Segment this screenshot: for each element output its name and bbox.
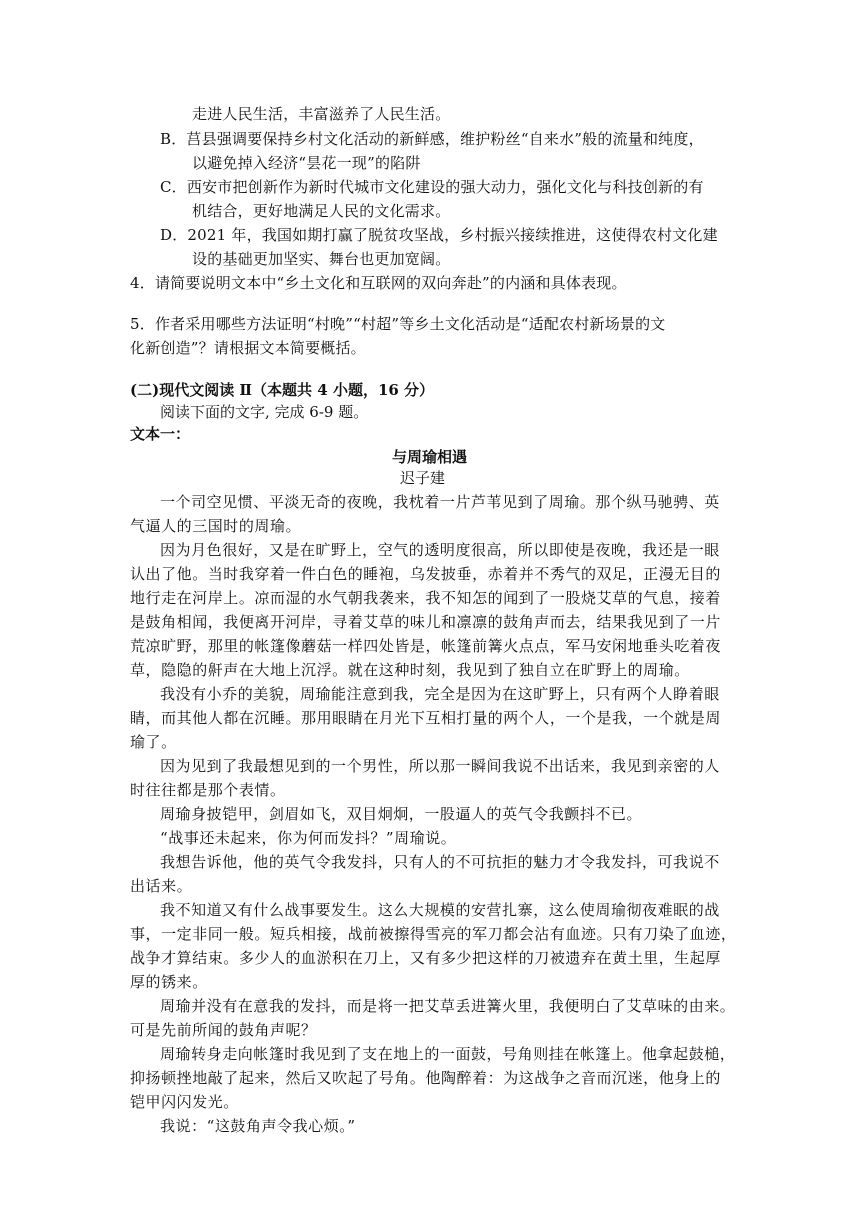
article-line: 是鼓角相闻，我便离开河岸，寻着艾草的味儿和凛凛的鼓角声而去，结果我见到了一片 [130,613,721,631]
article-line: 因为月色很好，又是在旷野上，空气的透明度很高，所以即使是夜晚，我还是一眼 [160,541,720,559]
article-line: 周瑜并没有在意我的发抖，而是将一把艾草丢进篝火里，我便明白了艾草味的由来。 [160,997,736,1015]
option-b-line-2: 以避免掉入经济“昙花一现”的陷阱 [192,154,421,172]
article-line: 抑扬顿挫地敲了起来，然后又吹起了号角。他陶醉着：为这战争之音而沉迷，他身上的 [130,1069,721,1087]
section-heading: (二)现代文阅读 Ⅱ（本题共 4 小题，16 分） [130,381,435,399]
article-line: 我没有小乔的美貌，周瑜能注意到我，完全是因为在这旷野上，只有两个人睁着眼 [160,685,720,703]
article-line: 荒凉旷野，那里的帐篷像蘑菇一样四处皆是，帐篷前篝火点点，军马安闲地垂头吃着夜 [130,637,721,655]
article-line: 厚的锈来。 [130,973,208,991]
article-line: 可是先前所闻的鼓角声呢？ [130,1021,317,1039]
article-line: 地行走在河岸上。凉而湿的水气朝我袭来，我不知怎的闻到了一股烧艾草的气息，接着 [130,589,721,607]
article-line: 事，一定非同一般。短兵相接，战前被擦得雪亮的军刀都会沾有血迹。只有刀染了血迹， [130,925,737,943]
option-c-line-2: 机结合，更好地满足人民的文化需求。 [192,202,451,220]
article-line: 时往往都是那个表情。 [130,781,286,799]
option-d-line-1: D．2021 年，我国如期打赢了脱贫攻坚战，乡村振兴接续推进，这使得农村文化建 [160,226,718,244]
article-line: 周瑜身披铠甲，剑眉如飞，双目炯炯，一股逼人的英气令我颤抖不已。 [160,805,643,823]
article-line: 铠甲闪闪发光。 [130,1093,239,1111]
article-line: 草，隐隐的鼾声在大地上沉浮。就在这种时刻，我见到了独自立在旷野上的周瑜。 [130,661,690,679]
article-line: 我想告诉他，他的英气令我发抖，只有人的不可抗拒的魅力才令我发抖，可我说不 [160,853,720,871]
article-line: 战争才算结束。多少人的血淤积在刀上，又有多少把这样的刀被遗弃在黄土里，生起厚 [130,949,721,967]
article-line: 气逼人的三国时的周瑜。 [130,517,302,535]
article-line: 出话来。 [130,877,193,895]
article-title: 与周瑜相遇 [392,448,468,466]
article-line: 我不知道又有什么战事要发生。这么大规模的安营扎寨，这么使周瑜彻夜难眠的战 [160,901,720,919]
question-5-line-2: 化新创造”？请根据文本简要概括。 [130,339,366,357]
option-b-line-1: B．莒县强调要保持乡村文化活动的新鲜感，维护粉丝“自来水”般的流量和纯度， [160,130,704,148]
article-line: 一个司空见惯、平淡无奇的夜晚，我枕着一片芦苇见到了周瑜。那个纵马驰骋、英 [160,493,720,511]
article-line: “战事还未起来，你为何而发抖？”周瑜说。 [160,829,457,847]
question-5-line-1: 5．作者采用哪些方法证明“村晚”“村超”等乡土文化活动是“适配农村新场景的文 [130,315,666,333]
article-line: 周瑜转身走向帐篷时我见到了支在地上的一面鼓，号角则挂在帐篷上。他拿起鼓槌， [160,1045,736,1063]
article-author: 迟子建 [400,469,446,487]
section-instruction: 阅读下面的文字, 完成 6-9 题。 [160,403,369,421]
article-line: 睛，而其他人都在沉睡。那用眼睛在月光下互相打量的两个人，一个是我，一个就是周 [130,709,721,727]
option-d-line-2: 设的基础更加坚实、舞台也更加宽阔。 [192,250,451,268]
article-line: 因为见到了我最想见到的一个男性，所以那一瞬间我说不出话来，我见到亲密的人 [160,757,720,775]
article-line: 我说：“这鼓角声令我心烦。” [160,1117,356,1135]
option-c-line-1: C．西安市把创新作为新时代城市文化建设的强大动力，强化文化与科技创新的有 [160,178,704,196]
text-one-label: 文本一： [130,425,191,443]
option-a-continuation: 走进人民生活，丰富滋养了人民生活。 [192,105,451,123]
question-4: 4．请简要说明文本中“乡土文化和互联网的双向奔赴”的内涵和具体表现。 [130,274,627,292]
article-line: 瑜了。 [130,733,177,751]
article-line: 认出了他。当时我穿着一件白色的睡袍，乌发披垂，赤着并不秀气的双足，正漫无目的 [130,565,721,583]
